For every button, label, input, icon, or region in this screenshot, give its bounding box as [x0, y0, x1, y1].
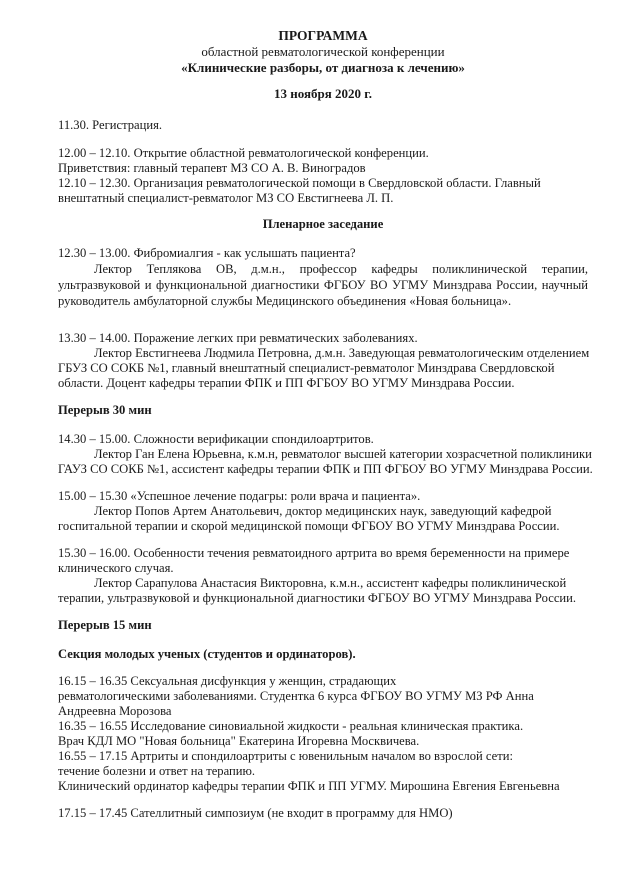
talk-lector-spondyloarthritis-1: Лектор Ган Елена Юрьевна, к.м.н, ревматолог высшей категории хозрасчетной поликлиники	[94, 447, 592, 461]
satellite-symposium-line: 17.15 – 17.45 Сателлитный симпозиум (не входит в программу для НМО)	[58, 806, 453, 820]
talk-title-ra-pregnancy-2: клинического случая.	[58, 561, 174, 575]
young-line-7: течение болезни и ответ на терапию.	[58, 764, 256, 778]
program-subtitle: областной ревматологической конференции	[201, 44, 445, 59]
break-15-min: Перерыв 15 мин	[58, 618, 152, 632]
talk-lector-gout-1: Лектор Попов Артем Анатольевич, доктор медицинских наук, заведующий кафедрой	[94, 504, 552, 518]
talk-lector-lungs-3: области. Доцент кафедры терапии ФПК и ПП ФГБОУ ВО УГМУ Минздрава России.	[58, 376, 515, 390]
young-line-4: 16.35 – 16.55 Исследование синовиальной жидкости - реальная клиническая практика.	[58, 719, 524, 733]
program-title: ПРОГРАММА	[278, 28, 368, 43]
registration-line: 11.30. Регистрация.	[58, 118, 163, 132]
talk-title-lungs: 13.30 – 14.00. Поражение легких при ревматических заболеваниях.	[58, 331, 418, 345]
talk-title-fibromyalgia: 12.30 – 13.00. Фибромиалгия - как услышать пациента?	[58, 246, 356, 260]
talk-lector-fibromyalgia	[58, 261, 588, 309]
talk-title-spondyloarthritis: 14.30 – 15.00. Сложности верификации спондилоартритов.	[58, 432, 374, 446]
organization-line-1: 12.10 – 12.30. Организация ревматологической помощи в Свердловской области. Главный	[58, 176, 541, 190]
talk-title-gout: 15.00 – 15.30 «Успешное лечение подагры: роли врача и пациента».	[58, 489, 421, 503]
talk-lector-lungs-1: Лектор Евстигнеева Людмила Петровна, д.м.н. Заведующая ревматологическим отделением	[94, 346, 590, 360]
talk-title-ra-pregnancy-1: 15.30 – 16.00. Особенности течения ревматоидного артрита во время беременности на примере	[58, 546, 570, 560]
conference-name: «Клинические разборы, от диагноза к лечению»	[181, 60, 465, 75]
young-line-3: Андреевна Морозова	[58, 704, 172, 718]
young-line-5: Врач КДЛ МО "Новая больница" Екатерина Игоревна Москвичева.	[58, 734, 420, 748]
greeting-line: Приветствия: главный терапевт МЗ СО А. В. Виноградов	[58, 161, 366, 175]
young-line-1: 16.15 – 16.35 Сексуальная дисфункция у женщин, страдающих	[58, 674, 397, 688]
young-line-2: ревматологическими заболеваниями. Студентка 6 курса ФГБОУ ВО УГМУ МЗ РФ Анна	[58, 689, 534, 703]
young-line-8: Клинический ординатор кафедры терапии ФПК и ПП УГМУ. Мирошина Евгения Евгеньевна	[58, 779, 560, 793]
plenary-heading: Пленарное заседание	[262, 217, 384, 231]
talk-lector-spondyloarthritis-2: ГАУЗ СО СОКБ №1, ассистент кафедры терапии ФПК и ПП ФГБОУ ВО УГМУ Минздрава России.	[58, 462, 593, 476]
talk-lector-ra-pregnancy-2: терапии, ультразвуковой и функциональной диагностики ФГБОУ ВО УГМУ Минздрава России.	[58, 591, 577, 605]
break-30-min: Перерыв 30 мин	[58, 403, 152, 417]
organization-line-2: внештатный специалист-ревматолог МЗ СО Евстигнеева Л. П.	[58, 191, 394, 205]
talk-lector-lungs-2: ГБУЗ СО СОКБ №1, главный внештатный специалист-ревматолог Минздрава Свердловской	[58, 361, 555, 375]
talk-lector-ra-pregnancy-1: Лектор Сарапулова Анастасия Викторовна, к.м.н., ассистент кафедры поликлинической	[94, 576, 567, 590]
conference-date: 13 ноября 2020 г.	[274, 86, 372, 101]
opening-line: 12.00 – 12.10. Открытие областной ревматологической конференции.	[58, 146, 429, 160]
talk-lector-text: Лектор Теплякова ОВ, д.м.н., профессор кафедры поликлинической терапии, ультразвуковой и функциональной диагностики ФГБОУ ВО УГМУ Минздрава России, научный руководитель амбулаторной службы Медицинского объединения «Новая больница».	[58, 262, 588, 308]
talk-lector-gout-2: госпитальной терапии и скорой медицинской помощи ФГБОУ ВО УГМУ Минздрава России.	[58, 519, 560, 533]
young-line-6: 16.55 – 17.15 Артриты и спондилоартриты с ювенильным началом во взрослой сети:	[58, 749, 513, 763]
young-section-heading: Секция молодых ученых (студентов и ординаторов).	[58, 647, 356, 661]
